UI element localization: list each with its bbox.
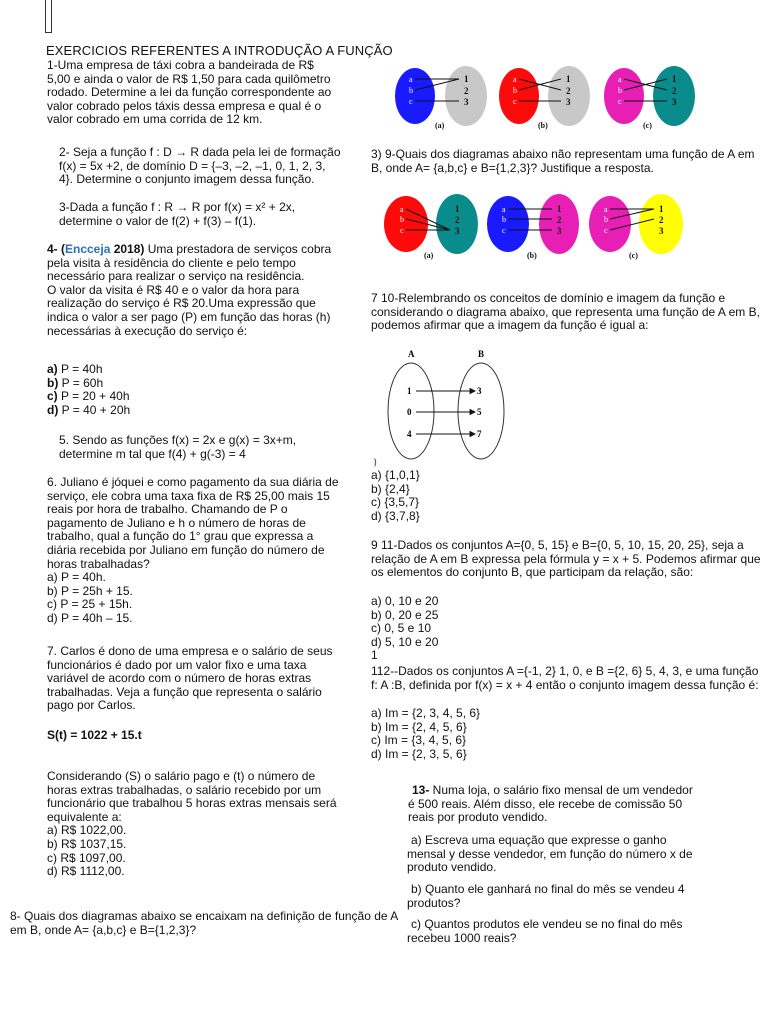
option-letter: d) [47,402,59,417]
q10-line: considerando o diagrama abaixo, que representa uma função de A em B, [371,304,760,319]
option-letter: b) [47,375,59,390]
q7-option: a) R$ 1022,00. [47,823,127,838]
q11-options [371,595,438,663]
q12-options [371,707,480,761]
q11-line: relação de A em B expressa pela fórmula y = x + 5. Podemos afirmar que [371,551,761,566]
q10-option: c) {3,5,7} [371,495,420,510]
set-b-label: B [478,349,485,359]
q13c-line: recebeu 1000 reais? [407,930,517,945]
q6-line: trabalho, qual a função do 1° grau que expressa a [47,529,314,544]
q11-option: c) 0, 5 e 10 [371,621,432,636]
set-element: 1 [464,74,469,84]
set-a-oval-b [499,68,539,124]
set-element: 3 [464,97,469,107]
question-13a [407,834,723,875]
set-element: 1 [659,204,664,214]
option-letter: a) [47,362,58,376]
set-element: 1 [566,74,571,84]
diagram-caption: (b) [538,121,548,130]
q13b-line: b) Quanto ele ganhará no final do mês se vendeu 4 [411,882,685,896]
q6-option: b) P = 25h + 15. [47,583,133,598]
q7-option: c) R$ 1097,00. [47,850,126,865]
diagram-set-1 [393,64,703,132]
q6-line: serviço, ele cobra uma taxa fixa de R$ 25,00 mais 15 [47,488,330,503]
set-element: 1 [455,204,460,214]
set-element: 3 [557,226,562,236]
set-element: 5 [477,407,482,417]
q8-line: 8- Quais dos diagramas abaixo se encaixam na definição de função de A [10,909,399,923]
q10-line: podemos afirmar que a imagem da função é igual a: [371,318,649,333]
q6-line: pagamento de Juliano e h o número de horas de [47,515,306,530]
q4-source-link[interactable]: Encceja [65,242,111,256]
diagram-caption: (b) [527,251,537,260]
set-element: 4 [407,429,412,439]
set-element: 2 [455,215,460,225]
option-text: P = 60h [58,375,104,390]
set-element: 7 [477,429,482,439]
diagram-caption: (a) [424,251,434,260]
q4-line: necessário para realizar o serviço na residência. [47,269,305,284]
q10-option: d) {3,7,8} [371,508,420,523]
set-element: 2 [659,215,664,225]
q4-line: indica o valor a ser pago (P) em função das horas (h) [47,309,331,324]
q2-line: 2- Seja a função f : D → R dada pela lei de formação [59,145,341,159]
q7-line: Considerando (S) o salário pago e (t) o número de [47,769,316,783]
set-a-oval-b [487,196,529,252]
question-13c [407,918,723,945]
q12-option: b) Im = {2, 4, 5, 6} [371,719,467,734]
set-element: 2 [566,86,571,96]
q6-line: horas trabalhadas? [47,556,150,571]
question-3 [59,201,364,228]
question-8 [10,910,398,937]
q5-line: determine m tal que f(4) + g(-3) = 4 [59,446,246,461]
diagram-caption: (a) [435,121,445,130]
q13-line: é 500 reais. Além disso, ele recebe de comissão 50 [408,796,683,811]
q11-option: d) 5, 10 e 20 [371,634,439,649]
option-text: P = 40 + 20h [58,402,131,417]
stray-mark: } [373,457,378,467]
q11-option: a) 0, 10 e 20 [371,594,439,608]
q13a-line: mensal y desse vendedor, em função do número x de [407,846,693,861]
set-element: a [400,205,404,214]
q4-text: Uma prestadora de serviços cobra [144,242,332,256]
set-element: a [513,75,517,84]
diagram-caption: (c) [643,121,652,130]
question-2 [59,146,364,187]
set-element: c [604,226,608,235]
q12-line: f: A :B, definida por f(x) = x + 4 então o conjunto imagem dessa função é: [371,677,759,692]
set-a-oval-a [395,68,435,124]
q1-line: rodado. Determine a lei da função correspondente ao [47,85,332,100]
q8-line: em B, onde A= {a,b,c} e B={1,2,3}? [10,922,197,937]
set-element: 1 [557,204,562,214]
q6-option: d) P = 40h – 15. [47,610,133,625]
option-text: P = 20 + 40h [57,389,130,404]
set-element: a [409,75,413,84]
set-element: c [409,97,413,106]
question-13 [408,784,722,825]
q10-option: b) {2,4} [371,481,410,496]
question-5 [59,434,296,461]
q4-options [47,363,130,417]
page-corner-mark [45,0,52,33]
q10-option: a) {1,0,1} [371,468,420,482]
mapping-arrows [416,389,475,437]
set-element: 3 [566,97,571,107]
question-1 [47,59,360,127]
q4-year: 2018) [110,242,145,256]
q4-line: pela visita à residência do cliente e pelo tempo [47,255,296,270]
q6-line: diária recebida por Juliano em função do número de [47,542,325,557]
q11-option: b) 0, 20 e 25 [371,607,439,622]
q13b-line: produtos? [407,895,461,910]
q4-line: O valor da visita é R$ 40 e o valor da hora para [47,282,300,297]
q12-option: c) Im = {3, 4, 5, 6} [371,733,467,748]
set-element: b [409,86,413,95]
question-4 [47,243,363,338]
set-element: 3 [672,97,677,107]
mapping-diagram-a-to-b [370,346,530,470]
q12-option: a) Im = {2, 3, 4, 5, 6} [371,706,481,720]
q9-line: 3) 9-Quais dos diagramas abaixo não representam uma função de A em [371,147,755,161]
q7-line: funcionários é dado por um valor fixo e uma taxa [47,657,307,672]
question-13b [407,883,723,910]
q6-line: reais por hora de trabalho. Chamando de P o [47,502,288,517]
set-a-label: A [408,349,415,359]
set-a-oval-c [604,68,644,124]
question-10 [371,292,760,333]
q1-line: valor cobrado pelos táxis dessa empresa e qual é o [47,98,322,113]
set-element: 1 [672,74,677,84]
question-11 [371,539,761,580]
q10-options [371,469,420,523]
question-6 [47,476,363,626]
q13a-line: produto vendido. [407,860,497,875]
q4-line: realização do serviço é R$ 20.Uma expressão que [47,296,316,311]
set-element: b [604,215,608,224]
q7-line: funcionário que trabalhou 5 horas extras mensais será [47,796,337,811]
set-element: c [502,226,506,235]
set-element: 3 [659,226,664,236]
set-a-elements [407,386,412,439]
q4-line: necessárias à execução do serviço é: [47,323,248,338]
set-b-elements [477,386,482,439]
q7-line: horas extras trabalhadas, o salário recebido por um [47,782,322,797]
set-element: 3 [455,226,460,236]
set-a-oval-c [589,196,631,252]
q7-line: 7. Carlos é dono de uma empresa e o salário de seus [47,644,333,658]
q1-line: 5,00 e ainda o valor de R$ 1,50 para cada quilômetro [47,71,331,86]
diagram-caption: (c) [629,251,638,260]
q2-line: 4}. Determine o conjunto imagem dessa função. [59,172,315,187]
q6-line: 6. Juliano é jóquei e como pagamento da sua diária de [47,475,339,489]
set-element: c [618,97,622,106]
q12-option: d) Im = {2, 3, 5, 6} [371,746,467,761]
q7-line: pago por Carlos. [47,698,136,713]
q13-number: 13- [412,783,430,797]
set-element: 2 [464,86,469,96]
option-letter: c) [47,389,58,404]
set-element: b [502,215,506,224]
question-9 [371,148,755,175]
q11-line: os elementos do conjunto B, que participam da relação, são: [371,565,694,580]
set-element: a [604,205,608,214]
q1-line: 1-Uma empresa de táxi cobra a bandeirada de R$ [47,58,314,72]
q7-line: equivalente a: [47,809,122,824]
q7-line: variável de acordo com o número de horas extras [47,671,312,686]
q6-option: a) P = 40h. [47,570,106,585]
q13-line: Numa loja, o salário fixo mensal de um vendedor [429,783,693,797]
set-element: c [400,226,404,235]
q4-number: 4- ( [47,242,65,256]
q10-line: 7 10-Relembrando os conceitos de domínio e imagem da função e [371,291,726,305]
q13a-line: a) Escreva uma equação que expresse o ganho [411,833,667,847]
q1-line: valor cobrado em uma corrida de 12 km. [47,112,263,127]
q7-line: trabalhadas. Veja a função que representa o salário [47,684,322,699]
set-element: 3 [477,386,482,396]
set-element: b [513,86,517,95]
q12-number: 1 [371,648,378,663]
set-element: c [513,97,517,106]
q7-option: b) R$ 1037,15. [47,836,127,851]
page-title: EXERCICIOS REFERENTES A INTRODUÇÃO A FUNÇÃO [46,43,393,58]
set-element: a [502,205,506,214]
q6-option: c) P = 25 + 15h. [47,597,133,612]
q3-line: determine o valor de f(2) + f(3) – f(1). [59,213,257,228]
q5-line: 5. Sendo as funções f(x) = 2x e g(x) = 3x+m, [59,433,297,447]
question-12 [371,665,759,692]
q3-line: 3-Dada a função f : R → R por f(x) = x² + 2x, [59,200,296,214]
option-text: P = 40h [57,362,103,376]
set-element: b [618,86,622,95]
set-element: b [400,215,404,224]
q7-formula: S(t) = 1022 + 15.t [47,728,142,742]
set-a-oval-a [384,196,428,252]
set-element: 0 [407,407,412,417]
q12-line: 112--Dados os conjuntos A ={-1, 2} 1, 0, e B ={2, 6} 5, 4, 3, e uma função [371,664,759,678]
diagram-set-2 [384,193,704,261]
question-7-continued [47,770,363,879]
q2-line: f(x) = 5x +2, de domínio D = {–3, –2, –1, 0, 1, 2, 3, [59,158,326,173]
q9-line: B, onde A= {a,b,c} e B={1,2,3}? Justifique a resposta. [371,160,654,175]
question-7 [47,645,363,713]
q7-option: d) R$ 1112,00. [47,864,125,879]
set-element: 2 [672,86,677,96]
set-element: 1 [407,386,412,396]
set-element: a [618,75,622,84]
q11-line: 9 11-Dados os conjuntos A={0, 5, 15} e B={0, 5, 10, 15, 20, 25}, seja a [371,538,744,552]
q13c-line: c) Quantos produtos ele vendeu se no final do mês [411,917,683,931]
set-element: 2 [557,215,562,225]
q13-line: reais por produto vendido. [408,810,548,825]
